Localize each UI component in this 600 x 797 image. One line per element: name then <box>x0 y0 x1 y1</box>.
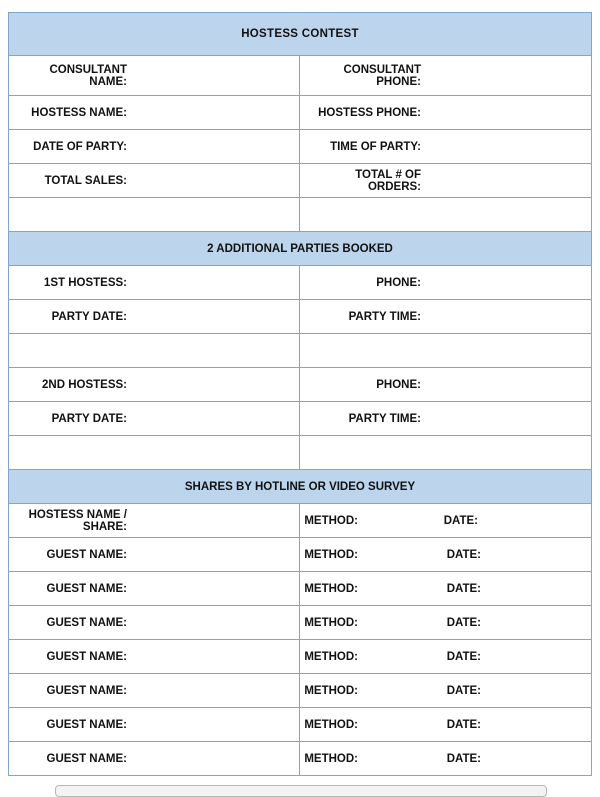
hostess-row <box>9 96 592 130</box>
second-party-date-row <box>9 402 592 436</box>
shares-heading: SHARES BY HOTLINE OR VIDEO SURVEY <box>9 470 592 504</box>
guest-row <box>9 572 592 606</box>
method-label: METHOD: <box>304 752 358 765</box>
first-hostess-label: 1ST HOSTESS: <box>43 276 127 289</box>
time-of-party-label: TIME OF PARTY: <box>330 140 421 153</box>
guest-row <box>9 538 592 572</box>
shares-heading-row <box>9 470 592 504</box>
guest-row <box>9 606 592 640</box>
date-label: DATE: <box>446 616 481 629</box>
blank-row <box>9 198 592 232</box>
date-label: DATE: <box>446 582 481 595</box>
guest-row <box>9 742 592 776</box>
total-sales-label: TOTAL SALES: <box>44 174 127 187</box>
blank-row <box>9 436 592 470</box>
consultant-name-label: CONSULTANT NAME: <box>49 63 127 88</box>
first-phone-label: PHONE: <box>376 276 421 289</box>
method-label: METHOD: <box>304 718 358 731</box>
second-party-time-label: PARTY TIME: <box>348 412 421 425</box>
parties-heading-row <box>9 232 592 266</box>
hostess-name-label: HOSTESS NAME: <box>31 106 127 119</box>
guest-name-label: GUEST NAME: <box>46 718 127 731</box>
date-label: DATE: <box>443 514 478 527</box>
guest-row <box>9 708 592 742</box>
date-label: DATE: <box>446 684 481 697</box>
hostess-contest-form <box>8 12 592 776</box>
method-label: METHOD: <box>304 616 358 629</box>
date-label: DATE: <box>446 650 481 663</box>
hostess-phone-label: HOSTESS PHONE: <box>318 106 421 119</box>
total-orders-label: TOTAL # OF ORDERS: <box>355 168 421 193</box>
horizontal-scrollbar[interactable] <box>55 785 547 797</box>
guest-row <box>9 674 592 708</box>
date-label: DATE: <box>446 752 481 765</box>
date-label: DATE: <box>446 548 481 561</box>
guest-name-label: GUEST NAME: <box>46 616 127 629</box>
hostess-share-label: HOSTESS NAME / SHARE: <box>28 508 127 533</box>
guest-name-label: GUEST NAME: <box>46 684 127 697</box>
consultant-phone-label: CONSULTANT PHONE: <box>343 63 421 88</box>
totals-row <box>9 164 592 198</box>
blank-row <box>9 334 592 368</box>
date-label: DATE: <box>446 718 481 731</box>
second-hostess-row <box>9 368 592 402</box>
guest-name-label: GUEST NAME: <box>46 650 127 663</box>
guest-name-label: GUEST NAME: <box>46 548 127 561</box>
first-hostess-row <box>9 266 592 300</box>
method-label: METHOD: <box>304 650 358 663</box>
second-party-date-label: PARTY DATE: <box>51 412 127 425</box>
form-title: HOSTESS CONTEST <box>9 13 592 56</box>
first-party-date-row <box>9 300 592 334</box>
method-label: METHOD: <box>304 548 358 561</box>
method-label: METHOD: <box>304 684 358 697</box>
second-phone-label: PHONE: <box>376 378 421 391</box>
method-label: METHOD: <box>304 582 358 595</box>
second-hostess-label: 2ND HOSTESS: <box>42 378 127 391</box>
method-label: METHOD: <box>304 514 358 527</box>
parties-heading: 2 ADDITIONAL PARTIES BOOKED <box>9 232 592 266</box>
party-datetime-row <box>9 130 592 164</box>
date-of-party-label: DATE OF PARTY: <box>33 140 127 153</box>
form-title-row <box>9 13 592 56</box>
first-party-date-label: PARTY DATE: <box>51 310 127 323</box>
guest-name-label: GUEST NAME: <box>46 752 127 765</box>
consultant-row <box>9 56 592 96</box>
guest-name-label: GUEST NAME: <box>46 582 127 595</box>
hostess-share-row <box>9 504 592 538</box>
guest-row <box>9 640 592 674</box>
first-party-time-label: PARTY TIME: <box>348 310 421 323</box>
